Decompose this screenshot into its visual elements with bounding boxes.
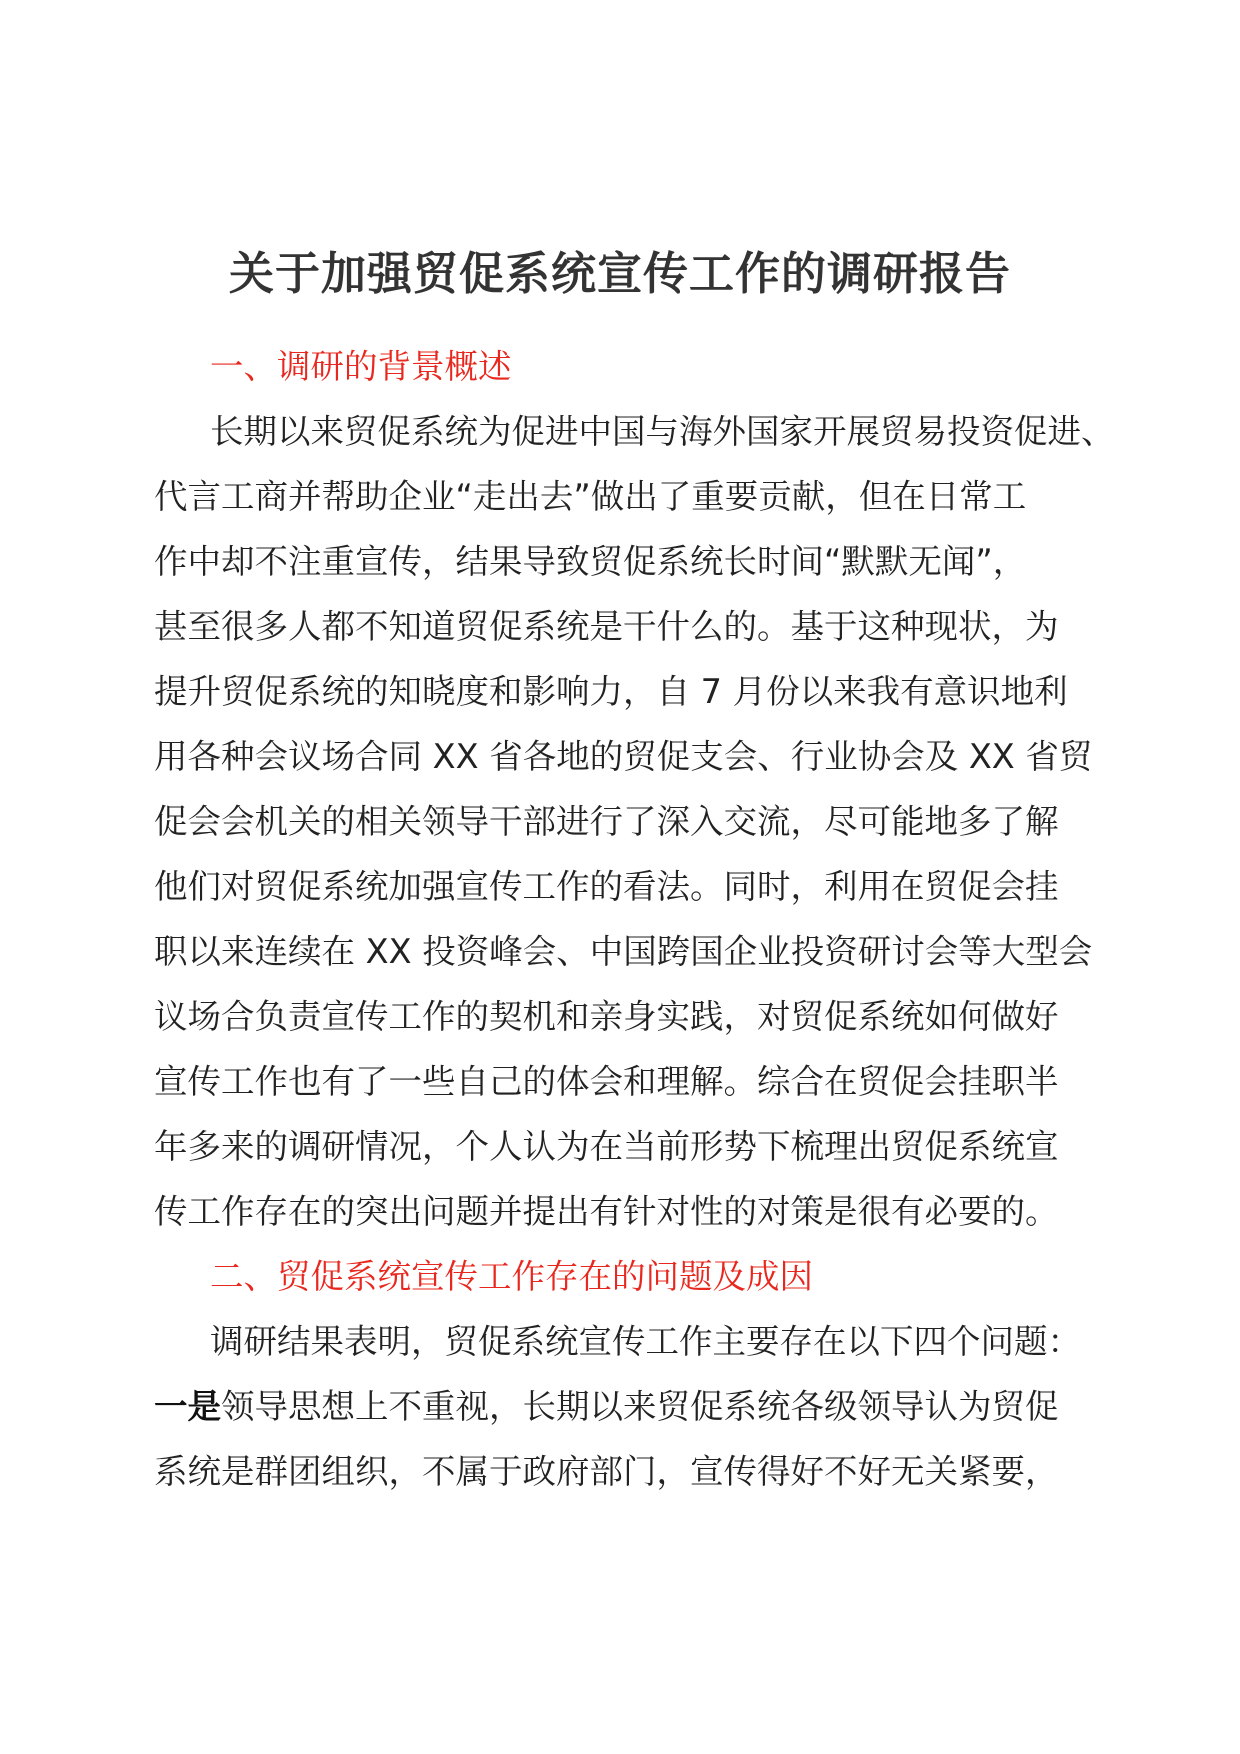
section-heading-problems: 二、贸促系统宣传工作存在的问题及成因 xyxy=(210,1257,813,1296)
paragraph-line: 作中却不注重宣传，结果导致贸促系统长时间“默默无闻”， xyxy=(154,542,1027,581)
document-title: 关于加强贸促系统宣传工作的调研报告 xyxy=(228,247,1011,300)
paragraph-line: 促会会机关的相关领导干部进行了深入交流，尽可能地多了解 xyxy=(154,802,1059,841)
section-background-paragraph xyxy=(154,399,1115,1244)
section-heading-background: 一、调研的背景概述 xyxy=(210,347,512,386)
paragraph-line: 调研结果表明，贸促系统宣传工作主要存在以下四个问题： xyxy=(210,1322,1081,1361)
paragraph-line: 宣传工作也有了一些自己的体会和理解。综合在贸促会挂职半 xyxy=(154,1062,1059,1101)
section-problems-paragraph xyxy=(154,1309,1086,1504)
paragraph-line: 年多来的调研情况，个人认为在当前形势下梳理出贸促系统宣 xyxy=(154,1127,1059,1166)
point-label-one: 一是 xyxy=(154,1387,221,1426)
paragraph-line xyxy=(154,1374,1086,1439)
paragraph-line: 用各种会议场合同 XX 省各地的贸促支会、行业协会及 XX 省贸 xyxy=(154,737,1093,776)
paragraph-line: 代言工商并帮助企业“走出去”做出了重要贡献，但在日常工 xyxy=(154,477,1027,516)
paragraph-line: 他们对贸促系统加强宣传工作的看法。同时，利用在贸促会挂 xyxy=(154,867,1059,906)
paragraph-line: 甚至很多人都不知道贸促系统是干什么的。基于这种现状，为 xyxy=(154,607,1059,646)
document-body xyxy=(154,334,1115,1504)
paragraph-line: 系统是群团组织，不属于政府部门，宣传得好不好无关紧要， xyxy=(154,1452,1059,1491)
paragraph-line: 传工作存在的突出问题并提出有针对性的对策是很有必要的。 xyxy=(154,1192,1059,1231)
paragraph-line: 议场合负责宣传工作的契机和亲身实践，对贸促系统如何做好 xyxy=(154,997,1059,1036)
point-text: 领导思想上不重视，长期以来贸促系统各级领导认为贸促 xyxy=(221,1387,1059,1426)
paragraph-line: 职以来连续在 XX 投资峰会、中国跨国企业投资研讨会等大型会 xyxy=(154,932,1093,971)
paragraph-line: 长期以来贸促系统为促进中国与海外国家开展贸易投资促进、 xyxy=(210,412,1115,451)
paragraph-line: 提升贸促系统的知晓度和影响力，自 7 月份以来我有意识地利 xyxy=(154,672,1068,711)
